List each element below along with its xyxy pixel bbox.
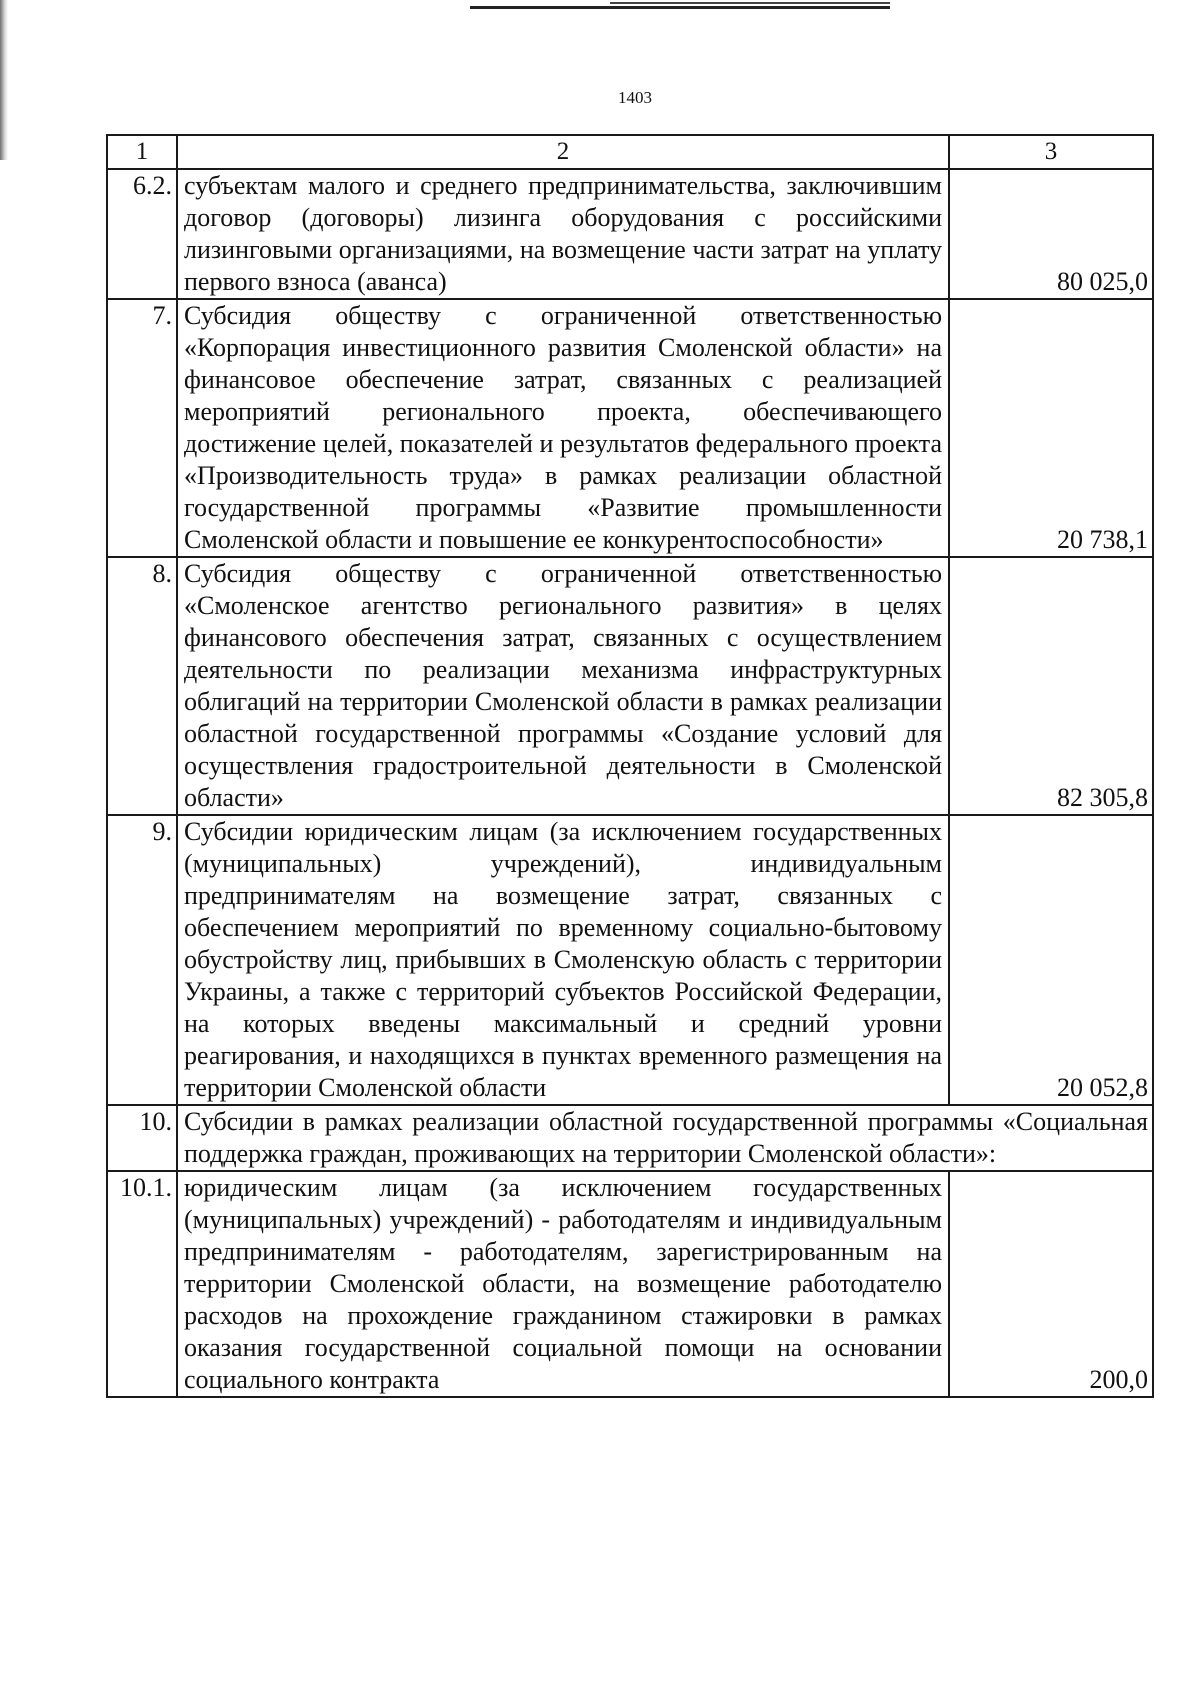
row-description [177,1105,1153,1171]
row-amount: 20 738,1 [949,299,1153,557]
column-header-2: 2 [177,135,949,169]
column-header-1: 1 [107,135,177,169]
row-description [177,557,949,815]
subsidy-table [106,134,1154,1398]
row-number: 10. [107,1105,177,1171]
table-row [107,169,1153,299]
row-number: 6.2. [107,169,177,299]
row-number: 9. [107,815,177,1105]
row-number: 7. [107,299,177,557]
row-description [177,1171,949,1397]
row-description-text: юридическим лицам (за исключением государственных (муниципальных) учреждений) - работодателям и индивидуальным предпринимателям - работодателям, зарегистрированным на территории Смоленской области, на возмещение работодателю расходов на прохождение гражданином стажировки в рамках оказания государственной социальной помощи на основании социального контракта [184,1173,942,1394]
table-row [107,299,1153,557]
row-amount: 200,0 [949,1171,1153,1397]
row-description-text: субъектам малого и среднего предпринимательства, заключившим договор (договоры) лизинга оборудования с российскими лизинговыми организациями, на возмещение части затрат на уплату первого взноса (аванса) [184,171,942,296]
row-description [177,299,949,557]
table-row [107,1171,1153,1397]
table-row [107,815,1153,1105]
row-description [177,815,949,1105]
column-header-3: 3 [949,135,1153,169]
row-description-text: Субсидии юридическим лицам (за исключением государственных (муниципальных) учреждений), индивидуальным предпринимателям на возмещение затрат, связанных с обеспечением мероприятий по временному социально-бытовому обустройству лиц, прибывших в Смоленскую область с территории Украины, а также с территорий субъектов Российской Федерации, на которых введены максимальный и средний уровни реагирования, и находящихся в пунктах временного размещения на территории Смоленской области [184,817,942,1102]
row-description [177,169,949,299]
row-description-text: Субсидии в рамках реализации областной государственной программы «Социальная поддержка граждан, проживающих на территории Смоленской области»: [184,1107,1148,1168]
row-amount: 80 025,0 [949,169,1153,299]
scan-edge-shadow [0,0,8,160]
table-row [107,1105,1153,1171]
row-number: 10.1. [107,1171,177,1397]
scan-top-line [470,6,890,9]
row-amount: 20 052,8 [949,815,1153,1105]
row-amount: 82 305,8 [949,557,1153,815]
row-number: 8. [107,557,177,815]
scan-top-line [610,2,890,4]
table-row [107,557,1153,815]
row-description-text: Субсидия обществу с ограниченной ответственностью «Смоленское агентство регионального развития» в целях финансового обеспечения затрат, связанных с осуществлением деятельности по реализации механизма инфраструктурных облигаций на территории Смоленской области в рамках реализации областной государственной программы «Создание условий для осуществления градостроительной деятельности в Смоленской области» [184,559,942,812]
row-description-text: Субсидия обществу с ограниченной ответственностью «Корпорация инвестиционного развития Смоленской области» на финансовое обеспечение затрат, связанных с реализацией мероприятий регионального проекта, обеспечивающего достижение целей, показателей и результатов федерального проекта «Производительность труда» в рамках реализации областной государственной программы «Развитие промышленности Смоленской области и повышение ее конкурентоспособности» [184,301,942,554]
table-header-row [107,135,1153,169]
page-number: 1403 [618,88,652,107]
